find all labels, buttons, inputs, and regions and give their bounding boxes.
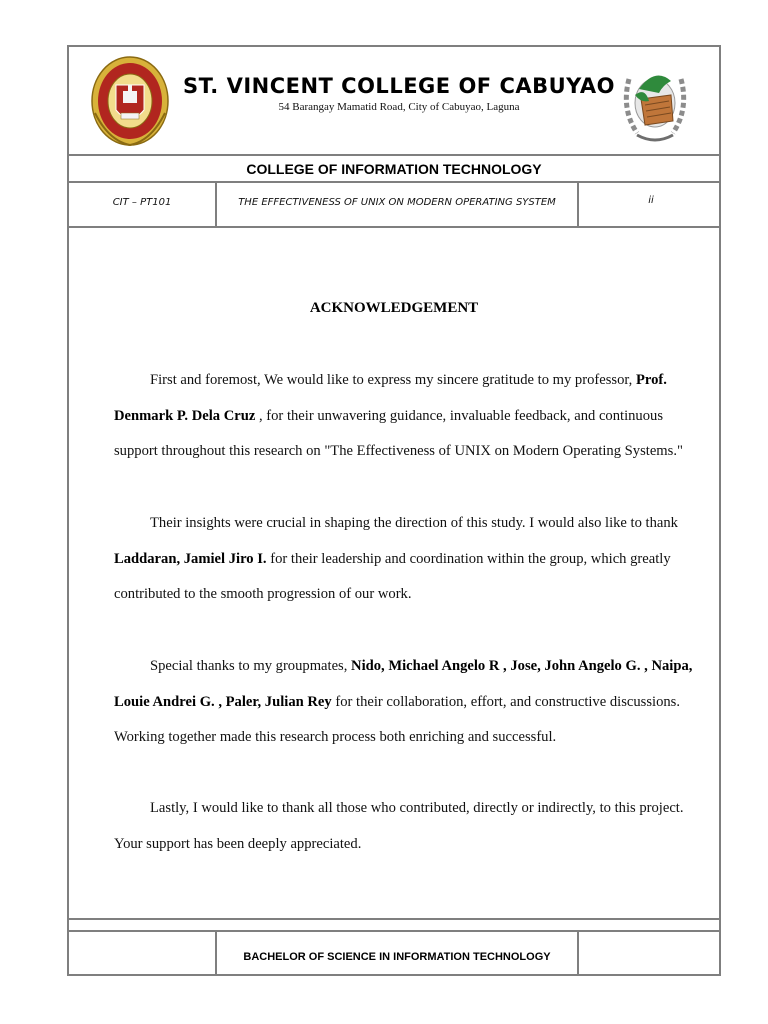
paragraph bbox=[114, 791, 709, 862]
divider-line bbox=[69, 918, 719, 920]
paragraph-text: First and foremost, We would like to express my sincere gratitude to my professor, bbox=[150, 372, 636, 388]
page-number: ii bbox=[648, 195, 654, 206]
paragraph-text: Lastly, I would like to thank all those who contributed, directly or indirectly, to this project. Your support has been deeply appreciated. bbox=[114, 800, 684, 852]
paragraph-text: for their collaboration, effort, and constructive discussions. Working together made this research process both enriching and successful. bbox=[114, 693, 680, 746]
paragraph bbox=[114, 506, 709, 613]
college-name: COLLEGE OF INFORMATION TECHNOLOGY bbox=[246, 161, 542, 177]
school-seal-icon bbox=[89, 55, 171, 151]
divider-line bbox=[69, 154, 719, 156]
divider-line bbox=[69, 226, 719, 228]
school-name: ST. VINCENT COLLEGE OF CABUYAO bbox=[183, 74, 615, 98]
paragraph-text: for their leadership and coordination within the group, which greatly contributed to the smooth progression of our work. bbox=[114, 550, 671, 603]
groupmate-names: Nido, Michael Angelo R , Jose, John Angelo G. , Naipa, Louie Andrei G. , Paler, Julian Rey bbox=[114, 658, 693, 710]
research-title: THE EFFECTIVENESS OF UNIX ON MODERN OPERATING SYSTEM bbox=[238, 197, 556, 208]
page-frame bbox=[67, 45, 721, 976]
document-title: ACKNOWLEDGEMENT bbox=[309, 300, 479, 316]
paragraph bbox=[114, 649, 709, 756]
paragraph bbox=[114, 363, 709, 470]
school-address: 54 Barangay Mamatid Road, City of Cabuyao, Laguna bbox=[278, 101, 520, 113]
paragraph-text: Special thanks to my groupmates, bbox=[150, 658, 352, 674]
paragraph-text: , for their unwavering guidance, invaluable feedback, and continuous support throughout this research on "The Effectiveness of UNIX on Modern Operating Systems." bbox=[114, 407, 683, 460]
leader-name: Laddaran, Jamiel Jiro I. bbox=[114, 550, 267, 567]
program-name: BACHELOR OF SCIENCE IN INFORMATION TECHNOLOGY bbox=[243, 951, 551, 963]
divider-line bbox=[69, 181, 719, 183]
eagle-laurel-icon bbox=[619, 59, 691, 147]
divider-line bbox=[69, 930, 719, 932]
paragraph-text: Their insights were crucial in shaping the direction of this study. I would also like to thank bbox=[150, 515, 678, 531]
professor-name: Prof. Denmark P. Dela Cruz bbox=[114, 372, 667, 424]
course-code: CIT – PT101 bbox=[112, 197, 172, 208]
